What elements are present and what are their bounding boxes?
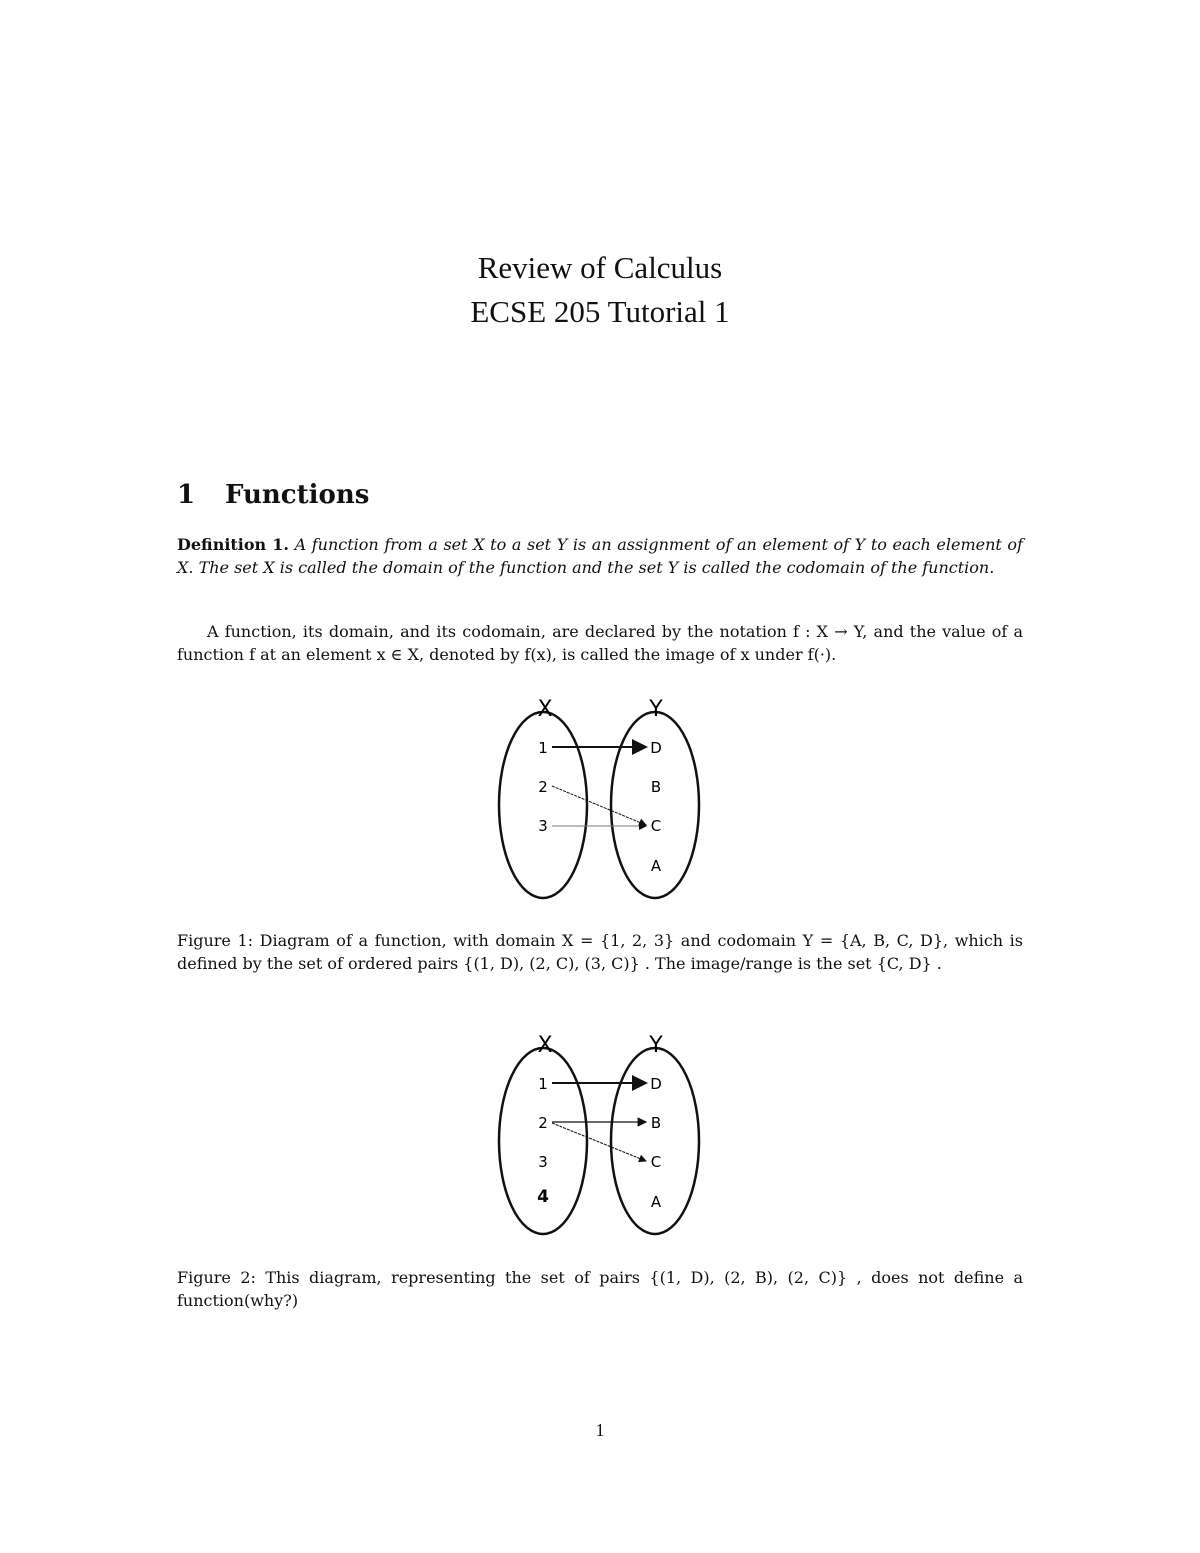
figure-2-diagram [480,1026,720,1246]
domain-element: 2 [538,778,548,796]
set-label-x: X [537,697,553,722]
set-label-y: Y [649,1033,663,1058]
domain-element: 2 [538,1114,548,1132]
definition-label: Definition 1. [177,535,289,554]
set-label-x: X [537,1033,553,1058]
domain-element: 3 [538,1153,548,1171]
codomain-element: D [650,739,662,757]
figure-1-caption: Figure 1: Diagram of a function, with domain X = {1, 2, 3} and codomain Y = {A, B, C, D}, which is defined by the set of ordered pairs {(1, D), (2, C), (3, C)} . The image/range is the set {C, D} . [177,931,1023,973]
codomain-element: C [650,817,662,835]
codomain-element: B [650,1114,662,1132]
mapping-arrow [552,786,646,825]
figure-2-caption: Figure 2: This diagram, representing the set of pairs {(1, D), (2, B), (2, C)} , does not define a function(why?) [177,1268,1023,1310]
body-paragraph: A function, its domain, and its codomain, are declared by the notation f : X → Y, and the value of a function f at an element x ∈ X, denoted by f(x), is called the image of x under f(·). [177,622,1023,664]
document-subtitle: ECSE 205 Tutorial 1 [470,294,730,329]
codomain-element: A [650,857,662,875]
definition-block [177,533,1023,579]
codomain-element: A [650,1193,662,1211]
section-heading [177,480,369,510]
codomain-element: B [650,778,662,796]
document-title: Review of Calculus [477,250,723,285]
mapping-arrow [552,1123,646,1161]
set-label-y: Y [649,697,663,722]
page-number: 1 [595,1420,605,1440]
definition-text: A function from a set X to a set Y is an assignment of an element of Y to each element of X. The set X is called the domain of the function and the set Y is called the codomain of the function. [177,535,1023,577]
section-title: Functions [225,480,370,510]
section-number: 1 [177,480,196,510]
domain-element: 1 [538,739,548,757]
domain-element: 4 [537,1187,549,1207]
domain-element: 3 [538,817,548,835]
codomain-element: D [650,1075,662,1093]
figure-1-diagram [480,690,720,910]
domain-element: 1 [538,1075,548,1093]
codomain-element: C [650,1153,662,1171]
